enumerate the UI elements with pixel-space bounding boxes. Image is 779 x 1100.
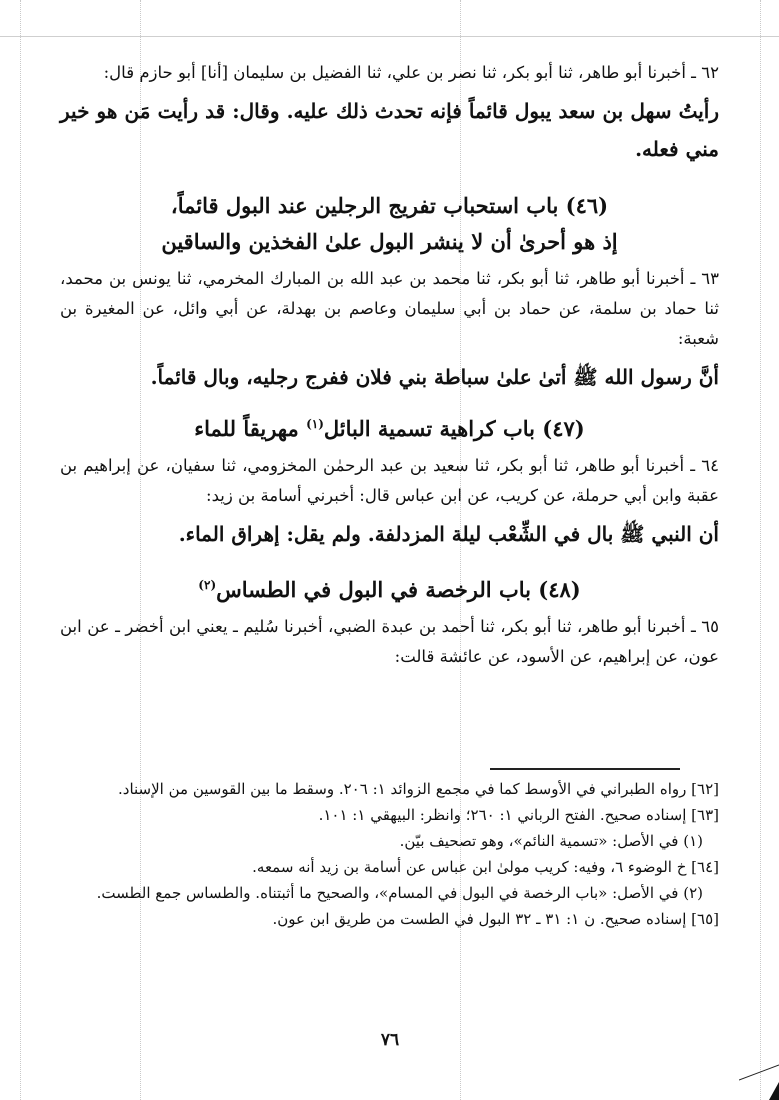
top-edge-line bbox=[0, 36, 779, 37]
main-text bbox=[60, 58, 719, 672]
hadith-64-isnad: ٦٤ ـ أخبرنا أبو طاهر، ثنا أبو بكر، ثنا سعيد بن عبد الرحمٰن المخزومي، ثنا سفيان، عن إبراهيم بن عقبة وابن أبي حرملة، عن كريب، عن ابن عباس قال: أخبرني أسامة بن زيد: bbox=[60, 456, 719, 505]
footnote-ref-2: (٢) bbox=[198, 578, 217, 592]
chapter-47-heading bbox=[60, 406, 719, 447]
footnote-ref-1: (١) bbox=[306, 417, 324, 431]
chapter-48-title: (٤٨) باب الرخصة في البول في الطساس bbox=[216, 577, 581, 602]
dotted-guide bbox=[760, 0, 761, 1100]
chapter-46-heading bbox=[60, 188, 719, 260]
chapter-46-line2: إذ هو أحرىٰ أن لا ينشر البول علىٰ الفخذين والساقين bbox=[161, 229, 618, 254]
footnote-separator bbox=[490, 768, 680, 770]
hadith-62-isnad: ٦٢ ـ أخبرنا أبو طاهر، ثنا أبو بكر، ثنا نصر بن علي، ثنا الفضيل بن سليمان [أنا] أبو حازم قال: bbox=[103, 63, 719, 82]
page-number: ٧٦ bbox=[380, 1030, 400, 1050]
hadith-62-matn: رأيتُ سهل بن سعد يبول قائماً فإنه تحدث ذلك عليه. وقال: قد رأيت مَن هو خير مني فعله. bbox=[60, 99, 719, 161]
hadith-65-isnad: ٦٥ ـ أخبرنا أبو طاهر، ثنا أبو بكر، ثنا أحمد بن عبدة الضبي، أخبرنا سُليم ـ يعني ابن أخضر ـ عن ابن عون، عن إبراهيم، عن الأسود، عن عائشة قالت: bbox=[60, 617, 719, 666]
footnote-62: [٦٢] رواه الطبراني في الأوسط كما في مجمع الزوائد ١: ٢٠٦. وسقط ما بين القوسين من الإسناد. bbox=[118, 780, 719, 798]
page-corner-mark bbox=[739, 1040, 779, 1100]
chapter-46-line1: (٤٦) باب استحباب تفريج الرجلين عند البول قائماً، bbox=[170, 193, 609, 218]
dotted-guide bbox=[20, 0, 21, 1100]
chapter-48-heading bbox=[60, 567, 719, 608]
footnote-1: (١) في الأصل: «تسمية النائم»، وهو تصحيف بيّن. bbox=[399, 832, 703, 850]
hadith-63-matn: أنَّ رسول الله ﷺ أتىٰ علىٰ سباطة بني فلان ففرج رجليه، وبال قائماً. bbox=[150, 365, 719, 389]
chapter-47-rest: مهريقاً للماء bbox=[194, 416, 307, 441]
hadith-63-isnad: ٦٣ ـ أخبرنا أبو طاهر، ثنا أبو بكر، ثنا محمد بن عبد الله بن المبارك المخرمي، ثنا يونس بن محمد، ثنا حماد بن سلمة، عن حماد بن أبي سليمان وعاصم بن بهدلة، عن أبي وائل، عن المغيرة بن شعبة: bbox=[60, 269, 719, 348]
footnotes bbox=[60, 776, 719, 932]
hadith-64-matn: أن النبي ﷺ بال في الشِّعْب ليلة المزدلفة. ولم يقل: إهراق الماء. bbox=[178, 522, 719, 546]
footnote-65: [٦٥] إسناده صحيح. ن ١: ٣١ ـ ٣٢ البول في الطست من طريق ابن عون. bbox=[272, 910, 719, 928]
footnote-63: [٦٣] إسناده صحيح. الفتح الرباني ١: ٢٦٠؛ وانظر: البيهقي ١: ١٠١. bbox=[318, 806, 719, 824]
chapter-47-title: (٤٧) باب كراهية تسمية البائل bbox=[323, 416, 585, 441]
footnote-2: (٢) في الأصل: «باب الرخصة في البول في المسام»، والصحيح ما أثبتناه. والطساس جمع الطست. bbox=[96, 884, 703, 902]
footnote-64: [٦٤] خ الوضوء ٦، وفيه: كريب مولىٰ ابن عباس عن أسامة بن زيد أنه سمعه. bbox=[252, 858, 719, 876]
